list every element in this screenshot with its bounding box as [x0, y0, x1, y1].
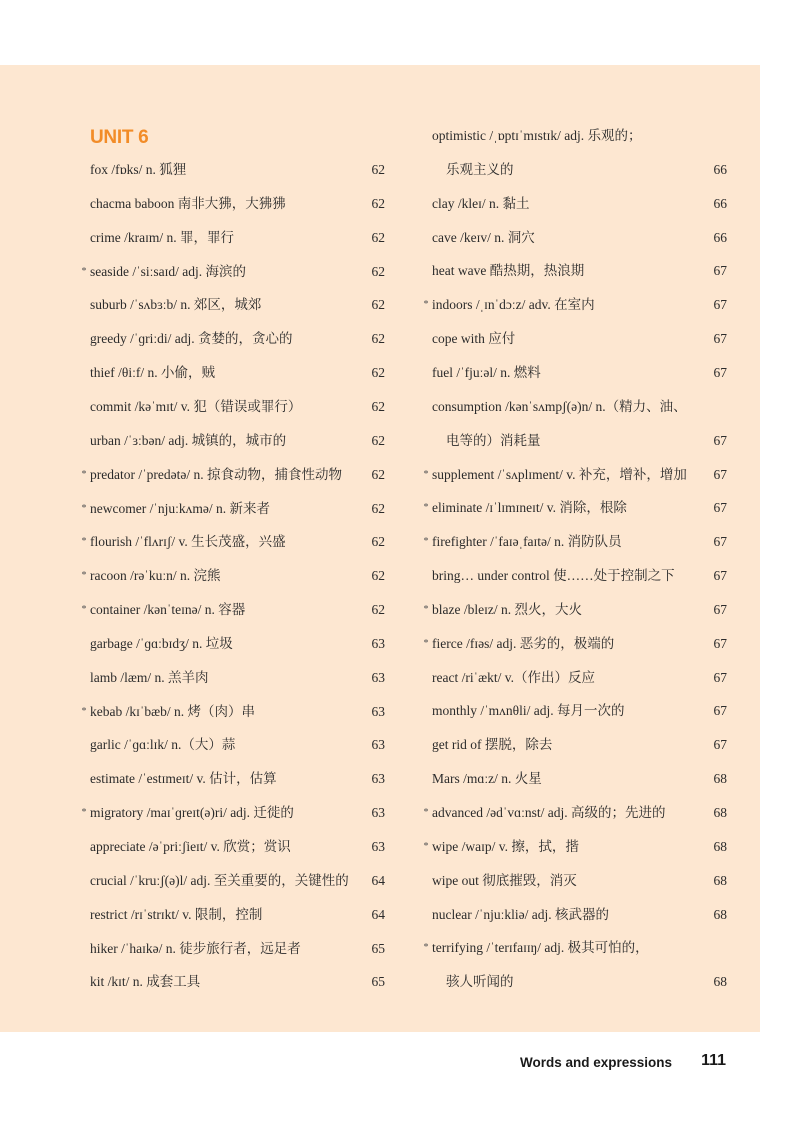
vocab-entry-text: container /kənˈteɪnə/ n. 容器: [90, 602, 246, 618]
vocab-entry: [80, 970, 385, 994]
vocab-entry-text: seaside /ˈsiːsaɪd/ adj. 海滨的: [90, 263, 246, 279]
vocab-entry: [80, 700, 385, 724]
vocab-entry-text: 电等的）消耗量: [446, 432, 541, 448]
vocab-entry: [422, 463, 727, 487]
vocab-entry: [422, 226, 727, 250]
vocab-page-number: 63: [371, 703, 385, 719]
vocab-page-number: 68: [713, 974, 727, 990]
vocab-entry: [422, 903, 727, 927]
vocab-entry-text: blaze /bleɪz/ n. 烈火，大火: [432, 601, 582, 617]
vocab-entry: [422, 970, 727, 994]
vocab-entry-text: nuclear /ˈnjuːkliə/ adj. 核武器的: [432, 906, 609, 922]
vocab-entry: [80, 801, 385, 825]
vocab-page-number: 67: [713, 364, 727, 380]
vocab-entry: [80, 158, 385, 182]
vocab-entry: [422, 699, 727, 723]
vocab-entry: [422, 395, 727, 419]
vocab-entry: [422, 259, 727, 283]
vocab-entry: [80, 429, 385, 453]
vocab-page-number: 63: [371, 669, 385, 685]
vocab-entry-text: cave /keɪv/ n. 洞穴: [432, 229, 535, 245]
vocab-page-number: 67: [713, 331, 727, 347]
vocab-page-number: 66: [713, 229, 727, 245]
vocab-entry-text: advanced /ədˈvɑːnst/ adj. 高级的；先进的: [432, 805, 666, 820]
vocab-entry: [80, 530, 385, 554]
vocab-page-number: 68: [713, 805, 727, 820]
vocab-entry-text: fox /fɒks/ n. 狐狸: [90, 162, 187, 177]
vocab-entry: [422, 801, 727, 825]
vocab-page-number: 62: [371, 534, 385, 550]
star-marker: *: [423, 942, 429, 954]
vocab-entry: [80, 564, 385, 588]
vocab-entry-text: flourish /ˈflʌrɪʃ/ v. 生长茂盛，兴盛: [90, 534, 286, 550]
star-marker: *: [423, 637, 429, 649]
vocab-entry: [80, 361, 385, 385]
vocab-entry: [422, 192, 727, 216]
vocab-entry-text: wipe out 彻底摧毁，消灭: [432, 872, 577, 888]
vocab-entry-text: lamb /læm/ n. 羔羊肉: [90, 669, 209, 685]
vocab-entry-text: garlic /ˈɡɑːlɪk/ n.（大）蒜: [90, 737, 236, 753]
star-marker: *: [423, 536, 429, 548]
vocab-entry-text: bring… under control 使……处于控制之下: [432, 568, 675, 584]
star-marker: *: [81, 604, 87, 616]
vocab-entry: [80, 937, 385, 961]
vocab-entry-text: fierce /fɪəs/ adj. 恶劣的，极端的: [432, 635, 615, 651]
vocab-page-number: 62: [371, 602, 385, 618]
vocab-entry: [80, 497, 385, 521]
vocab-entry: [80, 327, 385, 351]
vocab-page-number: 62: [371, 331, 385, 347]
vocab-entry: [80, 835, 385, 859]
vocab-entry: [80, 226, 385, 250]
vocab-page-number: 62: [371, 162, 385, 177]
vocab-entry: [80, 869, 385, 893]
vocab-entry-text: thief /θiːf/ n. 小偷，贼: [90, 365, 215, 381]
vocab-entry-text: kit /kɪt/ n. 成套工具: [90, 974, 201, 990]
vocab-page-number: 67: [713, 500, 727, 516]
vocab-page-number: 63: [371, 635, 385, 651]
vocab-entry: [422, 835, 727, 859]
vocab-entry: [80, 733, 385, 757]
vocab-page-number: 62: [371, 297, 385, 313]
vocab-entry-text: chacma baboon 南非大狒，大狒狒: [90, 195, 286, 211]
star-marker: *: [423, 468, 429, 480]
vocab-page-number: 67: [713, 635, 727, 651]
vocab-page-number: 62: [371, 568, 385, 584]
vocab-page-number: 64: [371, 872, 385, 888]
vocab-entry: [80, 192, 385, 216]
vocab-page-number: 62: [371, 466, 385, 482]
vocab-entry-text: terrifying /ˈterɪfaɪɪŋ/ adj. 极其可怕的，: [432, 940, 649, 956]
vocab-page-number: 62: [371, 263, 385, 279]
vocab-page-number: 62: [371, 398, 385, 414]
vocab-page-number: 68: [713, 872, 727, 888]
vocab-entry-text: garbage /ˈɡɑːbɪdʒ/ n. 垃圾: [90, 635, 233, 651]
vocab-page-number: 63: [371, 805, 385, 821]
vocab-entry-text: crime /kraɪm/ n. 罪，罪行: [90, 229, 234, 245]
star-marker: *: [423, 299, 429, 311]
vocab-entry-text: cope with 应付: [432, 331, 516, 347]
page-number: 111: [701, 1052, 726, 1069]
vocab-entry: [422, 429, 727, 453]
vocab-page-number: 65: [371, 974, 385, 990]
star-marker: *: [423, 502, 429, 514]
vocab-entry-text: newcomer /ˈnjuːkʌmə/ n. 新来者: [90, 500, 270, 516]
vocab-entry: [422, 733, 727, 757]
vocab-page-number: 67: [713, 601, 727, 617]
vocab-entry-text: crucial /ˈkruːʃ(ə)l/ adj. 至关重要的，关键性的: [90, 872, 349, 888]
vocab-page-number: 62: [371, 432, 385, 448]
vocab-page-number: 63: [371, 737, 385, 753]
vocab-entry-text: estimate /ˈestɪmeɪt/ v. 估计，估算: [90, 771, 277, 787]
star-marker: *: [81, 570, 87, 582]
vocab-entry: [422, 564, 727, 588]
vocab-entry-text: supplement /ˈsʌplɪment/ v. 补充，增补，增加: [432, 466, 687, 482]
vocab-entry-text: clay /kleɪ/ n. 黏土: [432, 195, 530, 211]
vocab-entry-text: eliminate /ɪˈlɪmɪneɪt/ v. 消除，根除: [432, 500, 627, 516]
vocab-entry-text: appreciate /əˈpriːʃieɪt/ v. 欣赏；赏识: [90, 839, 291, 854]
vocab-entry-text: greedy /ˈɡriːdi/ adj. 贪婪的，贪心的: [90, 331, 293, 347]
vocab-entry-text: commit /kəˈmɪt/ v. 犯（错误或罪行）: [90, 398, 302, 414]
vocab-entry: [80, 293, 385, 317]
unit-title: UNIT 6: [90, 127, 149, 148]
vocab-entry: [422, 361, 727, 385]
vocab-entry: [422, 293, 727, 317]
vocab-entry-text: hiker /ˈhaɪkə/ n. 徒步旅行者，远足者: [90, 940, 301, 956]
vocab-entry: [422, 666, 727, 690]
vocab-page-number: 67: [713, 703, 727, 719]
vocab-page-number: 62: [371, 500, 385, 516]
vocab-entry-text: predator /ˈpredətə/ n. 掠食动物，捕食性动物: [90, 466, 342, 482]
vocab-page-number: 67: [713, 737, 727, 753]
vocab-entry-text: 骇人听闻的: [446, 974, 514, 990]
star-marker: *: [81, 536, 87, 548]
vocab-entry-text: racoon /rəˈkuːn/ n. 浣熊: [90, 568, 221, 584]
vocab-page-number: 67: [713, 669, 727, 685]
vocab-entry: [422, 869, 727, 893]
vocab-entry: [80, 903, 385, 927]
vocab-entry-text: indoors /ˌɪnˈdɔːz/ adv. 在室内: [432, 297, 595, 313]
vocab-page-number: 62: [371, 229, 385, 245]
vocab-entry: [80, 632, 385, 656]
vocab-entry-text: wipe /waɪp/ v. 擦，拭，揩: [432, 838, 579, 854]
star-marker: *: [423, 807, 429, 818]
star-marker: *: [81, 807, 87, 819]
vocab-page-number: 67: [713, 432, 727, 448]
vocab-page-number: 62: [371, 365, 385, 381]
vocab-entry: [422, 767, 727, 791]
vocab-page-number: 65: [371, 940, 385, 956]
vocab-page-number: 67: [713, 263, 727, 279]
vocab-entry-text: firefighter /ˈfaɪəˌfaɪtə/ n. 消防队员: [432, 534, 622, 550]
vocab-page-number: 66: [713, 161, 727, 177]
vocab-entry-text: migratory /maɪˈɡreɪt(ə)ri/ adj. 迁徙的: [90, 805, 294, 821]
vocab-entry: [422, 530, 727, 554]
vocab-entry-text: get rid of 摆脱，除去: [432, 737, 553, 753]
vocab-entry: [422, 496, 727, 520]
star-marker: *: [81, 705, 87, 717]
vocab-entry-text: monthly /ˈmʌnθli/ adj. 每月一次的: [432, 703, 625, 719]
vocab-entry: [80, 260, 385, 284]
vocab-entry-text: kebab /kɪˈbæb/ n. 烤（肉）串: [90, 703, 255, 719]
vocab-entry-text: consumption /kənˈsʌmpʃ(ə)n/ n.（精力、油、: [432, 398, 687, 414]
vocab-entry-text: react /riˈækt/ v.（作出）反应: [432, 669, 595, 685]
vocab-entry: [80, 767, 385, 791]
vocab-page-number: 62: [371, 195, 385, 211]
vocab-entry-text: fuel /ˈfjuːəl/ n. 燃料: [432, 364, 541, 380]
vocab-page-number: 63: [371, 839, 385, 854]
vocab-entry-text: urban /ˈɜːbən/ adj. 城镇的，城市的: [90, 432, 287, 448]
vocab-page-number: 63: [371, 771, 385, 787]
vocab-page-number: 68: [713, 906, 727, 922]
star-marker: *: [423, 603, 429, 615]
star-marker: *: [81, 265, 87, 277]
star-marker: *: [81, 502, 87, 514]
vocab-entry: [422, 158, 727, 182]
vocab-page-number: 66: [713, 195, 727, 211]
vocab-entry-text: Mars /mɑːz/ n. 火星: [432, 771, 542, 787]
vocab-page-number: 68: [713, 771, 727, 787]
vocab-page-number: 67: [713, 297, 727, 313]
vocab-entry: [422, 327, 727, 351]
footer-section-title: Words and expressions: [519, 1055, 672, 1070]
vocab-entry-text: suburb /ˈsʌbɜːb/ n. 郊区，城郊: [90, 297, 262, 313]
vocab-entry-text: optimistic /ˌɒptɪˈmɪstɪk/ adj. 乐观的；: [432, 128, 642, 143]
vocab-entry: [80, 463, 385, 487]
vocab-entry: [422, 124, 727, 148]
vocab-page-number: 67: [713, 466, 727, 482]
vocab-entry: [422, 598, 727, 622]
vocab-page-number: 64: [371, 906, 385, 922]
vocab-entry: [80, 666, 385, 690]
vocab-entry: [80, 395, 385, 419]
vocab-entry: [80, 598, 385, 622]
vocab-entry-text: restrict /rɪˈstrɪkt/ v. 限制，控制: [90, 906, 263, 922]
vocab-entry-text: heat wave 酷热期，热浪期: [432, 263, 585, 279]
vocab-entry-text: 乐观主义的: [446, 161, 514, 177]
star-marker: *: [423, 840, 429, 852]
star-marker: *: [81, 468, 87, 480]
vocab-page-number: 67: [713, 534, 727, 550]
vocab-entry: [422, 936, 727, 960]
vocab-page-number: 68: [713, 838, 727, 854]
vocab-entry: [422, 632, 727, 656]
vocab-page-number: 67: [713, 568, 727, 584]
